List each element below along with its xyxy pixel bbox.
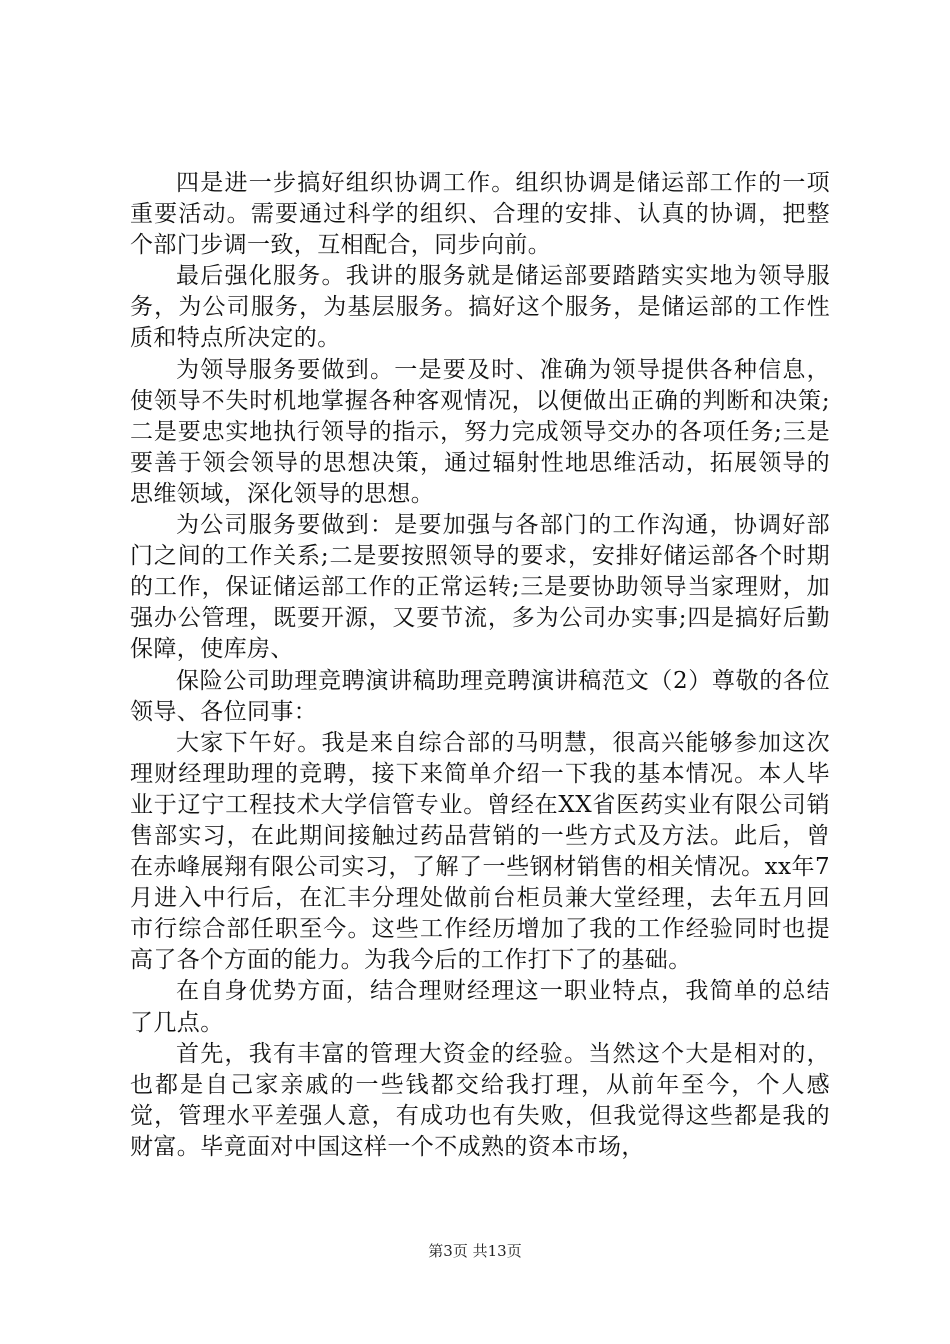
paragraph-1: 四是进一步搞好组织协调工作。组织协调是储运部工作的一项重要活动。需要通过科学的组织、合理的安排、认真的协调，把整个部门步调一致，互相配合，同步向前。: [130, 170, 830, 259]
paragraph-7: 在自身优势方面，结合理财经理这一职业特点，我简单的总结了几点。: [130, 978, 830, 1036]
paragraph-8: 首先，我有丰富的管理大资金的经验。当然这个大是相对的，也都是自己家亲戚的一些钱都交给我打理，从前年至今，个人感觉，管理水平差强人意，有成功也有失败，但我觉得这些都是我的财富。毕竟面对中国这样一个不成熟的资本市场，: [130, 1040, 830, 1160]
paragraph-4: 为公司服务要做到：是要加强与各部门的工作沟通，协调好部门之间的工作关系;二是要按照领导的要求，安排好储运部各个时期的工作，保证储运部工作的正常运转;三是要协助领导当家理财，加强办公管理，既要开源，又要节流，多为公司办实事;四是搞好后勤保障，使库房、: [130, 512, 830, 663]
document-body: [130, 168, 830, 1163]
paragraph-3: 为领导服务要做到。一是要及时、准确为领导提供各种信息，使领导不失时机地掌握各种客观情况，以便做出正确的判断和决策;二是要忠实地执行领导的指示，努力完成领导交办的各项任务;三是要善于领会领导的思想决策，通过辐射性地思维活动，拓展领导的思维领域，深化领导的思想。: [130, 356, 830, 507]
paragraph-2: 最后强化服务。我讲的服务就是储运部要踏踏实实地为领导服务，为公司服务，为基层服务。搞好这个服务，是储运部的工作性质和特点所决定的。: [130, 263, 830, 352]
paragraph-6: 大家下午好。我是来自综合部的马明慧，很高兴能够参加这次理财经理助理的竞聘，接下来简单介绍一下我的基本情况。本人毕业于辽宁工程技术大学信管专业。曾经在XX省医药实业有限公司销售部实习，在此期间接触过药品营销的一些方式及方法。此后，曾在赤峰展翔有限公司实习，了解了一些钢材销售的相关情况。xx年7月进入中行后，在汇丰分理处做前台柜员兼大堂经理，去年五月回市行综合部任职至今。这些工作经历增加了我的工作经验同时也提高了各个方面的能力。为我今后的工作打下了的基础。: [130, 729, 830, 974]
paragraph-5: 保险公司助理竞聘演讲稿助理竞聘演讲稿范文（2）尊敬的各位领导、各位同事：: [130, 667, 830, 725]
page-footer: 第3页 共13页: [428, 1242, 522, 1260]
